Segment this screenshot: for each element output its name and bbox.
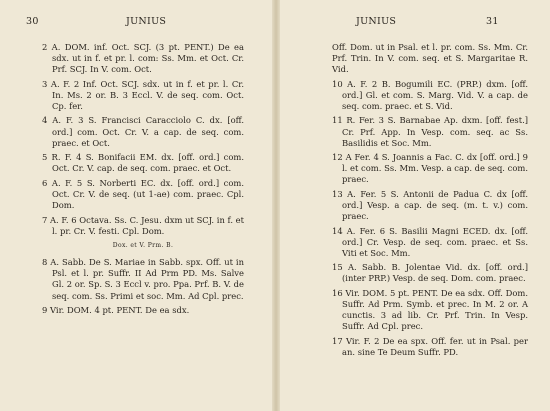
calendar-entry: 6 A. F. 5 S. Norberti EC. dx. [off. ord.] com. Oct. Cr. V. de seq. (ut 1-ae) com. praec. Cpl. Dom. bbox=[42, 177, 244, 210]
calendar-entry: 12 A Fer. 4 S. Joannis a Fac. C. dx [off. ord.] 9 l. et com. Ss. Mm. Vesp. a cap. de seq. com. praec. bbox=[332, 152, 528, 185]
calendar-entry: 8 A. Sabb. De S. Mariae in Sabb. spx. Off. ut in Psl. et l. pr. Suffr. II Ad Prm PD. Ms. Salve Gl. 2 or. Sp. S. 3 Eccl v. pro. Ppa. Prf. B. V. de seq. com. Ss. Primi et soc. Mm. Ad Cpl. prec. bbox=[42, 257, 244, 301]
right-page-body bbox=[332, 42, 528, 362]
calendar-entry: 17 Vir. F. 2 De ea spx. Off. fer. ut in Psal. per an. sine Te Deum Suffr. PD. bbox=[332, 335, 528, 357]
page-number: 30 bbox=[26, 16, 39, 27]
calendar-entry: 4 A. F. 3 S. Francisci Caracciolo C. dx. [off. ord.] com. Oct. Cr. V. a cap. de seq. com. praec. et Oct. bbox=[42, 115, 244, 148]
note-line: Dox. et V. Prm. B. bbox=[112, 242, 174, 250]
book-gutter bbox=[272, 0, 280, 411]
calendar-entry: 14 A. Fer. 6 S. Basilii Magni ECED. dx. [off. ord.] Cr. Vesp. de seq. com. praec. et Ss. Viti et Soc. Mm. bbox=[332, 225, 528, 258]
calendar-entry: 2 A. DOM. inf. Oct. SCJ. (3 pt. PENT.) De ea sdx. ut in f. et pr. l. com: Ss. Mm. et Oct. Cr. Prf. SCJ. In V. com. Oct. bbox=[42, 42, 244, 75]
calendar-entry: 9 Vir. DOM. 4 pt. PENT. De ea sdx. bbox=[42, 305, 190, 316]
left-page bbox=[0, 0, 272, 411]
running-head: JUNIUS bbox=[126, 16, 167, 27]
continuation-text: Off. Dom. ut in Psal. et l. pr. com. Ss. Mm. Cr. Prf. Trin. In V. com. seq. et S. Margaritae R. Vid. bbox=[332, 42, 528, 75]
calendar-entry: 11 R. Fer. 3 S. Barnabae Ap. dxm. [off. fest.] Cr. Prf. App. In Vesp. com. seq. ac Ss. Basilidis et Soc. Mm. bbox=[332, 115, 528, 148]
calendar-entry: 7 A. F. 6 Octava. Ss. C. Jesu. dxm ut SCJ. in f. et l. pr. Cr. V. festi. Cpl. Dom. bbox=[42, 214, 244, 236]
calendar-entry: 16 Vir. DOM. 5 pt. PENT. De ea sdx. Off. Dom. Suffr. Ad Prm. Symb. et prec. In M. 2 or. A cunctis. 3 ad lib. Cr. Prf. Trin. In Vesp. Suffr. Ad Cpl. prec. bbox=[332, 288, 528, 332]
calendar-entry: 10 A. F. 2 B. Bogumili EC. (PRP.) dxm. [off. ord.] Gl. et com. S. Marg. Vid. V. a cap. de seq. com. praec. et S. Vid. bbox=[332, 78, 528, 111]
calendar-entry: 13 A. Fer. 5 S. Antonii de Padua C. dx [off. ord.] Vesp. a cap. de seq. (m. t. v.) com. praec. bbox=[332, 188, 528, 222]
left-page-body bbox=[42, 42, 244, 320]
running-head: JUNIUS bbox=[356, 16, 397, 27]
right-page bbox=[280, 0, 550, 411]
calendar-entry: 3 A. F. 2 Inf. Oct. SCJ. sdx. ut in f. et pr. l. Cr. In. Ms. 2 or. B. 3 Eccl. V. de seq. com. Oct. Cp. fer. bbox=[42, 78, 244, 111]
calendar-entry: 5 R. F. 4 S. Bonifacii EM. dx. [off. ord.] com. Oct. Cr. V. cap. de seq. com. praec. et Oct. bbox=[42, 152, 244, 174]
page-number: 31 bbox=[486, 16, 499, 27]
calendar-entry: 15 A. Sabb. B. Jolentae Vid. dx. [off. ord.] (inter PRP.) Vesp. de seq. Dom. com. praec. bbox=[332, 262, 528, 284]
